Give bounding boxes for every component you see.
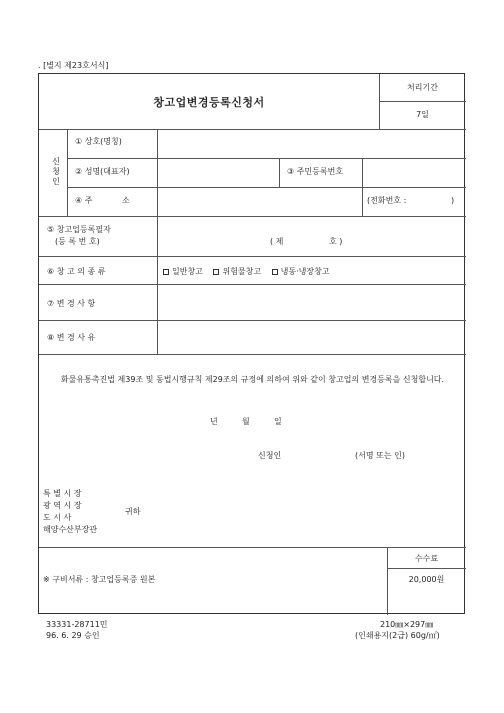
resident-number-label: ③ 주민등록번호 [287,167,344,176]
address-label: ④ 주 [75,196,93,205]
representative-name-field[interactable] [158,159,278,186]
registration-number-prefix: ( 제 [270,237,284,246]
processing-period-value: 7일 [416,110,429,119]
recipient-city-mayor: 광 역 시 장 [43,501,82,510]
phone-label: (전화번호 : [367,196,407,205]
registration-number-label: (등 록 번 호) [55,237,100,246]
recipient-governor: 도 시 사 [43,513,72,522]
cold-storage-checkbox[interactable] [272,269,278,275]
date-year: 년 [210,417,218,426]
form-code: 33331-28711민 [46,620,108,629]
application-statement: 화물유통촉진법 제39조 및 동법시행규칙 제29조의 규정에 의하여 위와 같이 창고업의 변경등록을 신청합니다. [60,375,445,384]
recipient-metro-mayor: 특 별 시 장 [43,489,82,498]
date-day: 일 [274,417,282,426]
registration-number-field[interactable] [289,232,327,246]
registration-cert-label: ⑤ 창고업등록필자 [47,225,111,234]
applicant-signature-field[interactable] [284,446,354,460]
option-hazmat-warehouse[interactable]: 위험물창고 [213,267,261,276]
paper-size: 210㎜×297㎜ [380,620,434,629]
address-field[interactable] [158,188,361,215]
change-items-label: ⑦ 변 경 사 항 [47,299,96,308]
trade-name-field[interactable] [158,130,465,157]
fee-amount: 20,000원 [408,575,445,584]
representative-name-label: ② 성명(대표자) [75,167,130,176]
general-warehouse-checkbox[interactable] [163,269,169,275]
warehouse-type-label: ⑥ 창 고 의 종 류 [47,267,106,276]
signature-note: (서명 또는 인) [355,451,405,460]
phone-close: ) [451,196,455,205]
resident-number-field[interactable] [363,159,465,186]
applicant-side-label: 신 청 인 [52,157,60,186]
form-number-note: . [별지 제23호서식] [38,61,109,70]
recipient-minister: 해양수산부장관 [43,525,98,534]
recipient-suffix: 귀하 [125,507,141,516]
paper-spec: (인쇄용지(2급) 60g/㎡) [355,631,440,640]
option-general-warehouse[interactable]: 일반창고 [163,267,203,276]
date-month: 월 [242,417,250,426]
change-reason-field[interactable] [158,321,465,353]
option-cold-storage-warehouse[interactable]: 냉동·냉장창고 [272,267,330,276]
address-label-end: 소 [122,196,130,205]
applicant-signer-label: 신청인 [258,451,282,460]
warehouse-type-options [163,268,338,276]
trade-name-label: ① 상호(명칭) [75,137,122,146]
processing-period-label: 처리기간 [407,83,438,92]
hazmat-warehouse-checkbox[interactable] [213,269,219,275]
form-title: 창고업변경등록신청서 [153,96,265,109]
change-items-field[interactable] [158,285,465,319]
application-form [38,73,465,614]
change-reason-label: ⑧ 변 경 사 유 [47,333,96,342]
fee-label: 수수료 [414,554,439,563]
approval-date: 96. 6. 29 승인 [46,631,100,640]
required-documents: ※ 구비서류 : 창고업등록증 원본 [43,575,156,584]
registration-number-suffix: 호 ) [329,237,343,246]
